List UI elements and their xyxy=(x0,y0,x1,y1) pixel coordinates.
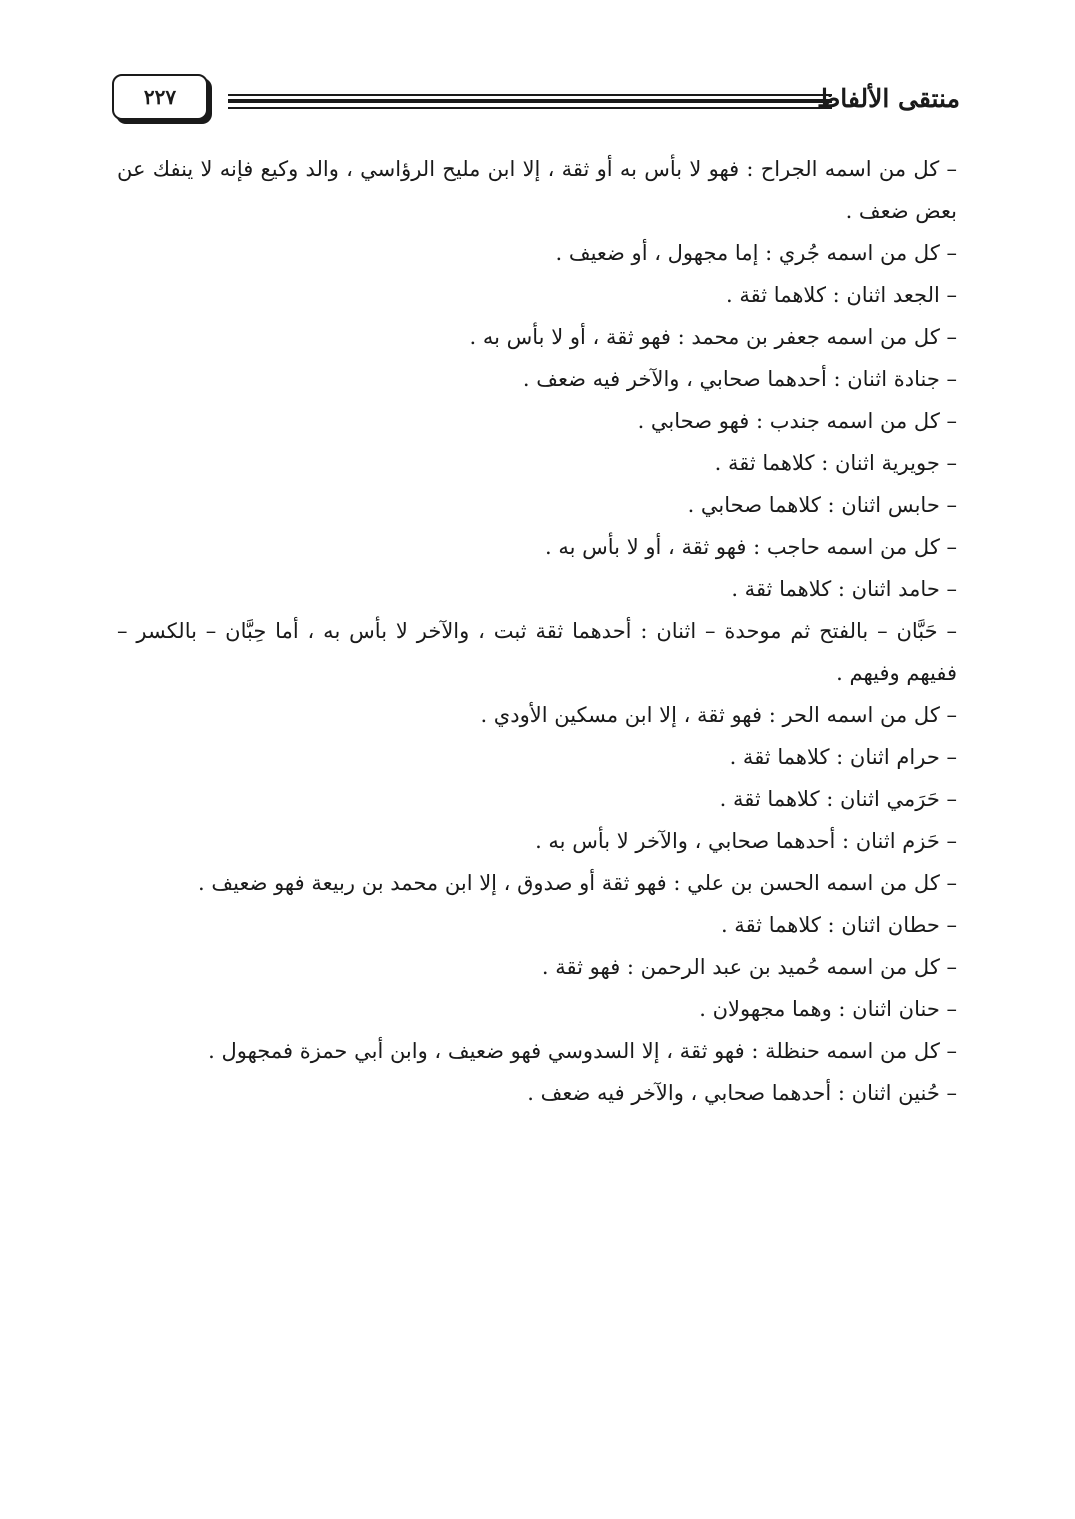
entry: – كل من اسمه الحر : فهو ثقة ، إلا ابن مسكين الأودي . xyxy=(480,703,957,727)
entry: – كل من اسمه جعفر بن محمد : فهو ثقة ، أو لا بأس به . xyxy=(469,325,957,349)
entry: – الجعد اثنان : كلاهما ثقة . xyxy=(726,283,957,307)
entry: – حنان اثنان : وهما مجهولان . xyxy=(699,997,957,1021)
entry: – حَرَمي اثنان : كلاهما ثقة . xyxy=(719,787,957,811)
entry: – حرام اثنان : كلاهما ثقة . xyxy=(729,745,957,769)
running-title: منتقى الألفاظ xyxy=(817,84,960,113)
entry: – حَزم اثنان : أحدهما صحابي ، والآخر لا بأس به . xyxy=(535,829,957,853)
header-rule xyxy=(228,94,832,96)
entry: – جويرية اثنان : كلاهما ثقة . xyxy=(714,451,957,475)
entry: – حطان اثنان : كلاهما ثقة . xyxy=(720,913,957,937)
entry: – كل من اسمه الجراح : فهو لا بأس به أو ثقة ، إلا ابن مليح الرؤاسي ، والد وكيع فإنه لا ينفك عن بعض ضعف . xyxy=(117,157,957,223)
page-body xyxy=(117,148,957,1114)
entry: – كل من اسمه حاجب : فهو ثقة ، أو لا بأس به . xyxy=(545,535,957,559)
entry: – جنادة اثنان : أحدهما صحابي ، والآخر فيه ضعف . xyxy=(522,367,957,391)
header-rule xyxy=(228,107,832,109)
entry: – حُنين اثنان : أحدهما صحابي ، والآخر فيه ضعف . xyxy=(527,1081,957,1105)
entry: – كل من اسمه حُميد بن عبد الرحمن : فهو ثقة . xyxy=(541,955,957,979)
page-number: ٢٢٧ xyxy=(112,74,208,120)
page-header xyxy=(112,72,960,128)
entry: – كل من اسمه الحسن بن علي : فهو ثقة أو صدوق ، إلا ابن محمد بن ربيعة فهو ضعيف . xyxy=(198,871,957,895)
entry: – حابس اثنان : كلاهما صحابي . xyxy=(687,493,957,517)
entry: – حَبَّان – بالفتح ثم موحدة – اثنان : أحدهما ثقة ثبت ، والآخر لا بأس به ، أما حِبَّان – بالكسر – ففيهم وفيهم . xyxy=(117,619,957,685)
header-rule xyxy=(228,99,832,103)
entry: – كل من اسمه جُري : إما مجهول ، أو ضعيف . xyxy=(555,241,957,265)
entry: – حامد اثنان : كلاهما ثقة . xyxy=(731,577,957,601)
entry: – كل من اسمه جندب : فهو صحابي . xyxy=(637,409,957,433)
entry: – كل من اسمه حنظلة : فهو ثقة ، إلا السدوسي فهو ضعيف ، وابن أبي حمزة فمجهول . xyxy=(208,1039,957,1063)
